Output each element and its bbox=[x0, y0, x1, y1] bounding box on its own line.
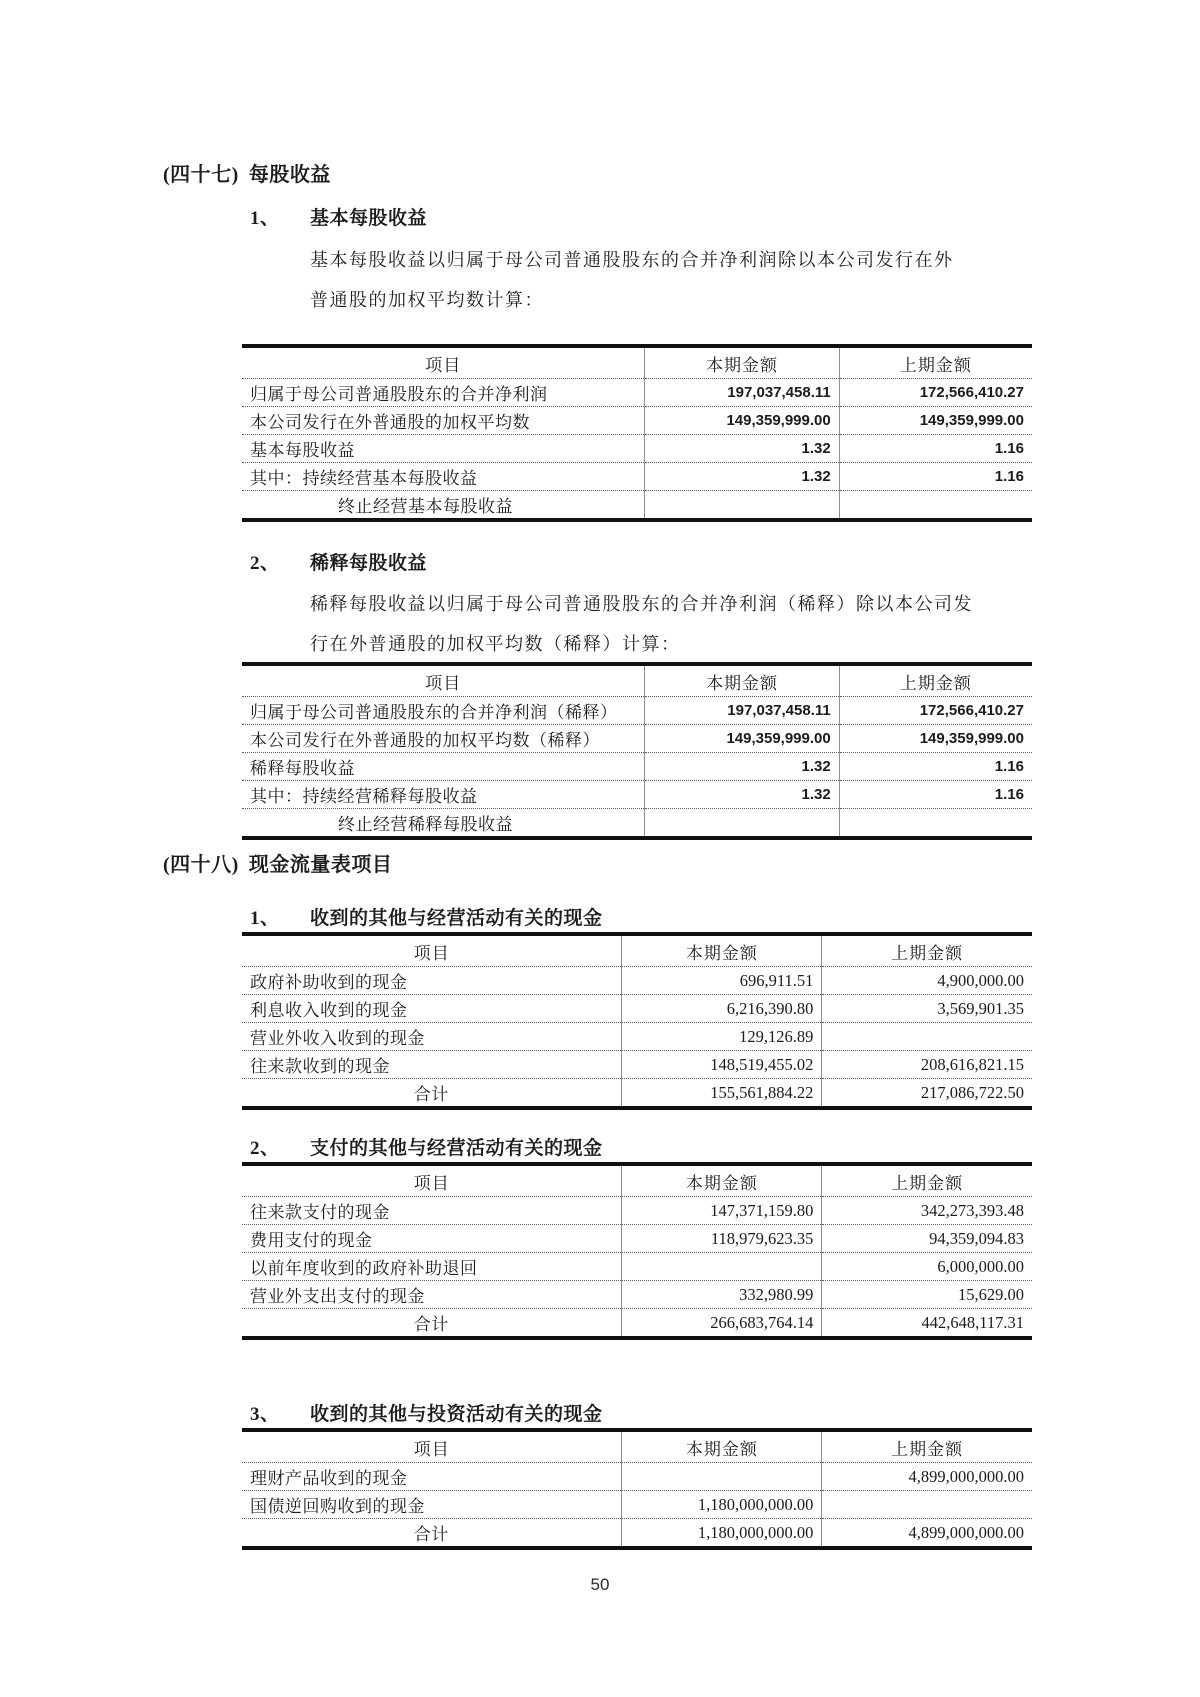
table-cell-item: 合计 bbox=[242, 1519, 622, 1549]
table-cell-current-amount: 1,180,000,000.00 bbox=[622, 1519, 822, 1549]
table-cell-current-amount bbox=[622, 1463, 822, 1491]
table-cell-current-amount: 1.32 bbox=[645, 753, 839, 781]
table-cell-prior-amount bbox=[822, 1491, 1032, 1519]
table-cell-item: 以前年度收到的政府补助退回 bbox=[242, 1253, 622, 1281]
eps-basic-paragraph-line2: 普通股的加权平均数计算： bbox=[310, 290, 544, 310]
table-row bbox=[242, 407, 1032, 435]
table-cell-prior-amount: 208,616,821.15 bbox=[822, 1051, 1032, 1079]
column-header-0: 项目 bbox=[242, 934, 622, 967]
column-header-2: 上期金额 bbox=[822, 1430, 1032, 1463]
table-row bbox=[242, 995, 1032, 1023]
table-cell-item: 往来款收到的现金 bbox=[242, 1051, 622, 1079]
table-cell-current-amount: 266,683,764.14 bbox=[622, 1309, 822, 1339]
eps-diluted-paragraph-line1: 稀释每股收益以归属于母公司普通股股东的合并净利润（稀释）除以本公司发 bbox=[310, 594, 973, 614]
section-47-title: 每股收益 bbox=[248, 164, 331, 186]
table-row bbox=[242, 725, 1032, 753]
section-48-number: (四十八) bbox=[163, 854, 239, 876]
subsection-eps-diluted-title: 稀释每股收益 bbox=[310, 553, 428, 574]
column-header-2: 上期金额 bbox=[822, 934, 1032, 967]
table-header-row bbox=[242, 1164, 1032, 1197]
page-number: 50 bbox=[590, 1575, 610, 1594]
table-cell-prior-amount: 4,899,000,000.00 bbox=[822, 1463, 1032, 1491]
table-header-row bbox=[242, 934, 1032, 967]
table-cell-prior-amount: 149,359,999.00 bbox=[839, 407, 1032, 435]
table-cell-item: 本公司发行在外普通股的加权平均数（稀释） bbox=[242, 725, 645, 753]
table-cell-current-amount bbox=[645, 491, 839, 521]
table-row bbox=[242, 491, 1032, 521]
table-row bbox=[242, 1253, 1032, 1281]
table-cell-current-amount: 155,561,884.22 bbox=[622, 1079, 822, 1109]
table-row bbox=[242, 1491, 1032, 1519]
table-cell-item: 国债逆回购收到的现金 bbox=[242, 1491, 622, 1519]
table-cell-item: 费用支付的现金 bbox=[242, 1225, 622, 1253]
cash-received-investing-table bbox=[242, 1428, 1032, 1550]
eps-diluted-paragraph-line2: 行在外普通股的加权平均数（稀释）计算： bbox=[310, 634, 681, 654]
table-row bbox=[242, 1519, 1032, 1549]
table-row bbox=[242, 1309, 1032, 1339]
table-header-row bbox=[242, 346, 1032, 379]
table-row bbox=[242, 1225, 1032, 1253]
table-row bbox=[242, 1281, 1032, 1309]
table-cell-prior-amount bbox=[822, 1023, 1032, 1051]
table-row bbox=[242, 781, 1032, 809]
column-header-0: 项目 bbox=[242, 664, 645, 697]
table-cell-current-amount: 1,180,000,000.00 bbox=[622, 1491, 822, 1519]
table-cell-prior-amount: 172,566,410.27 bbox=[839, 379, 1032, 407]
subsection-cf-recv-investing-number: 3、 bbox=[250, 1404, 280, 1425]
column-header-2: 上期金额 bbox=[839, 346, 1032, 379]
column-header-2: 上期金额 bbox=[822, 1164, 1032, 1197]
table-row bbox=[242, 435, 1032, 463]
table-cell-item: 其中：持续经营基本每股收益 bbox=[242, 463, 645, 491]
table-header-row bbox=[242, 664, 1032, 697]
table-cell-item: 基本每股收益 bbox=[242, 435, 645, 463]
subsection-cf-paid-operating-number: 2、 bbox=[250, 1138, 280, 1159]
subsection-eps-diluted-number: 2、 bbox=[250, 553, 280, 574]
column-header-1: 本期金额 bbox=[622, 1164, 822, 1197]
table-cell-item: 营业外支出支付的现金 bbox=[242, 1281, 622, 1309]
subsection-cf-recv-investing-title: 收到的其他与投资活动有关的现金 bbox=[310, 1404, 603, 1425]
column-header-0: 项目 bbox=[242, 346, 645, 379]
table-cell-item: 稀释每股收益 bbox=[242, 753, 645, 781]
table-header-row bbox=[242, 1430, 1032, 1463]
table-row bbox=[242, 379, 1032, 407]
table-cell-current-amount: 149,359,999.00 bbox=[645, 407, 839, 435]
table-cell-current-amount: 197,037,458.11 bbox=[645, 697, 839, 725]
table-cell-item: 其中：持续经营稀释每股收益 bbox=[242, 781, 645, 809]
subsection-cf-recv-operating-heading bbox=[250, 903, 603, 930]
eps-diluted-table bbox=[242, 662, 1032, 840]
table-cell-current-amount: 197,037,458.11 bbox=[645, 379, 839, 407]
table-cell-current-amount: 147,371,159.80 bbox=[622, 1197, 822, 1225]
table-row bbox=[242, 967, 1032, 995]
table-cell-item: 营业外收入收到的现金 bbox=[242, 1023, 622, 1051]
eps-basic-paragraph-line1: 基本每股收益以归属于母公司普通股股东的合并净利润除以本公司发行在外 bbox=[310, 250, 954, 270]
table-cell-prior-amount: 1.16 bbox=[839, 781, 1032, 809]
column-header-1: 本期金额 bbox=[622, 934, 822, 967]
table-row bbox=[242, 1197, 1032, 1225]
table-row bbox=[242, 809, 1032, 839]
table-cell-current-amount bbox=[645, 809, 839, 839]
table-cell-current-amount: 129,126.89 bbox=[622, 1023, 822, 1051]
table-cell-current-amount: 1.32 bbox=[645, 435, 839, 463]
table-cell-current-amount: 118,979,623.35 bbox=[622, 1225, 822, 1253]
table-cell-prior-amount: 149,359,999.00 bbox=[839, 725, 1032, 753]
eps-basic-table bbox=[242, 344, 1032, 522]
column-header-0: 项目 bbox=[242, 1164, 622, 1197]
section-47-heading bbox=[163, 158, 331, 187]
table-cell-prior-amount: 4,900,000.00 bbox=[822, 967, 1032, 995]
table-cell-current-amount: 148,519,455.02 bbox=[622, 1051, 822, 1079]
table-cell-prior-amount: 1.16 bbox=[839, 753, 1032, 781]
table-cell-prior-amount bbox=[839, 809, 1032, 839]
table-cell-item: 本公司发行在外普通股的加权平均数 bbox=[242, 407, 645, 435]
column-header-1: 本期金额 bbox=[645, 346, 839, 379]
table-cell-prior-amount: 3,569,901.35 bbox=[822, 995, 1032, 1023]
table-cell-item: 终止经营稀释每股收益 bbox=[242, 809, 645, 839]
subsection-eps-basic-title: 基本每股收益 bbox=[310, 208, 428, 229]
table-cell-current-amount: 332,980.99 bbox=[622, 1281, 822, 1309]
table-cell-current-amount: 149,359,999.00 bbox=[645, 725, 839, 753]
subsection-eps-diluted-heading bbox=[250, 548, 427, 575]
table-cell-prior-amount: 172,566,410.27 bbox=[839, 697, 1032, 725]
cash-paid-operating-table bbox=[242, 1162, 1032, 1340]
table-cell-item: 合计 bbox=[242, 1079, 622, 1109]
cash-received-operating-table bbox=[242, 932, 1032, 1110]
column-header-0: 项目 bbox=[242, 1430, 622, 1463]
table-row bbox=[242, 753, 1032, 781]
column-header-2: 上期金额 bbox=[839, 664, 1032, 697]
subsection-eps-basic-number: 1、 bbox=[250, 208, 280, 229]
table-cell-item: 政府补助收到的现金 bbox=[250, 973, 408, 992]
table-cell-prior-amount: 6,000,000.00 bbox=[822, 1253, 1032, 1281]
subsection-cf-paid-operating-title: 支付的其他与经营活动有关的现金 bbox=[310, 1138, 603, 1159]
subsection-cf-recv-operating-number: 1、 bbox=[250, 908, 280, 929]
table-row bbox=[242, 1051, 1032, 1079]
subsection-cf-recv-investing-heading bbox=[250, 1399, 603, 1426]
table-cell-item: 利息收入收到的现金 bbox=[242, 995, 622, 1023]
table-row bbox=[242, 463, 1032, 491]
table-cell-item: 终止经营基本每股收益 bbox=[242, 491, 645, 521]
section-47-number: (四十七) bbox=[163, 164, 239, 186]
table-cell-item: 理财产品收到的现金 bbox=[250, 1469, 408, 1488]
table-row bbox=[242, 697, 1032, 725]
column-header-1: 本期金额 bbox=[645, 664, 839, 697]
table-cell-item: 归属于母公司普通股股东的合并净利润（稀释） bbox=[250, 703, 618, 722]
table-cell-prior-amount: 15,629.00 bbox=[822, 1281, 1032, 1309]
table-cell-prior-amount: 94,359,094.83 bbox=[822, 1225, 1032, 1253]
column-header-1: 本期金额 bbox=[622, 1430, 822, 1463]
table-cell-prior-amount: 217,086,722.50 bbox=[822, 1079, 1032, 1109]
table-row bbox=[242, 1023, 1032, 1051]
table-cell-prior-amount bbox=[839, 491, 1032, 521]
table-cell-current-amount: 1.32 bbox=[645, 781, 839, 809]
table-cell-current-amount: 6,216,390.80 bbox=[622, 995, 822, 1023]
table-cell-item: 合计 bbox=[242, 1309, 622, 1339]
table-cell-current-amount: 1.32 bbox=[645, 463, 839, 491]
subsection-cf-recv-operating-title: 收到的其他与经营活动有关的现金 bbox=[310, 908, 603, 929]
table-cell-prior-amount: 1.16 bbox=[839, 463, 1032, 491]
table-cell-current-amount bbox=[622, 1253, 822, 1281]
table-cell-prior-amount: 442,648,117.31 bbox=[822, 1309, 1032, 1339]
section-48-heading bbox=[163, 848, 392, 877]
section-48-title: 现金流量表项目 bbox=[248, 854, 393, 876]
table-cell-item: 归属于母公司普通股股东的合并净利润 bbox=[250, 385, 548, 404]
table-cell-current-amount: 696,911.51 bbox=[622, 967, 822, 995]
subsection-cf-paid-operating-heading bbox=[250, 1133, 603, 1160]
table-row bbox=[242, 1463, 1032, 1491]
table-cell-prior-amount: 342,273,393.48 bbox=[822, 1197, 1032, 1225]
table-cell-prior-amount: 4,899,000,000.00 bbox=[822, 1519, 1032, 1549]
table-cell-prior-amount: 1.16 bbox=[839, 435, 1032, 463]
subsection-eps-basic-heading bbox=[250, 203, 427, 230]
table-cell-item: 往来款支付的现金 bbox=[250, 1203, 390, 1222]
table-row bbox=[242, 1079, 1032, 1109]
